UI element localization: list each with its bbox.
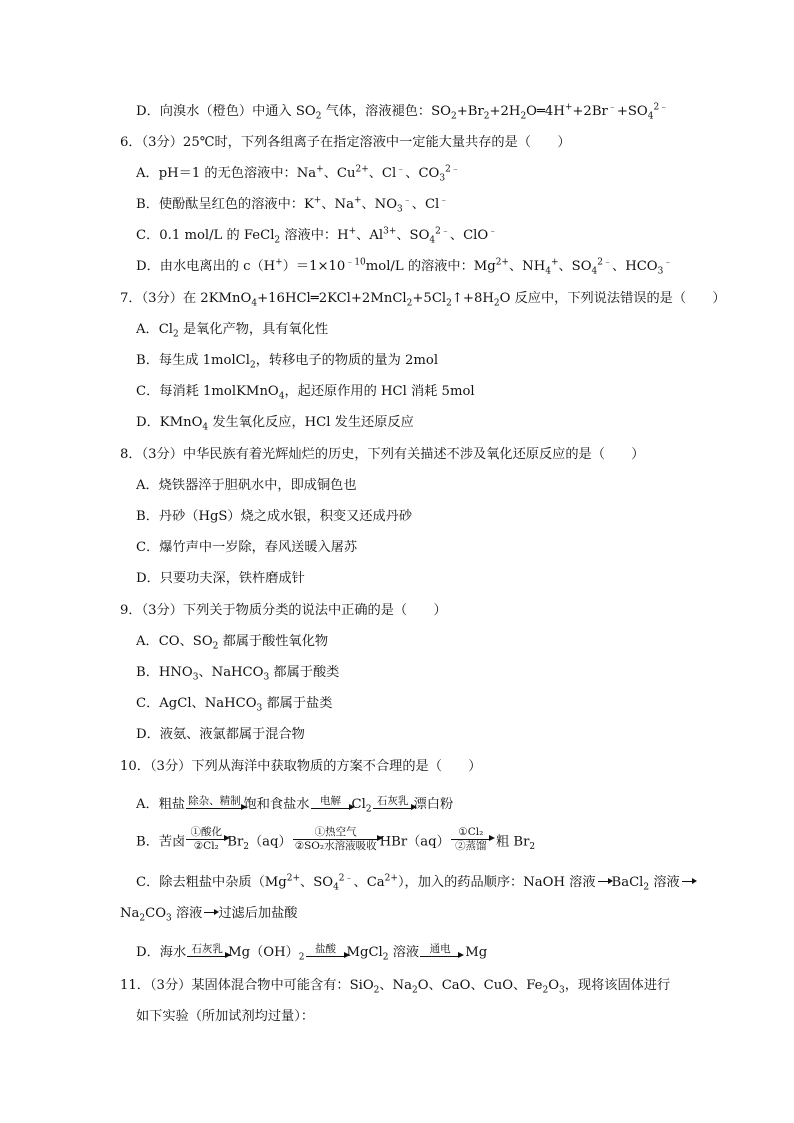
q6-option-c: C．0.1 mol/L 的 FeCl$_2$ 溶液中：H+、$Al^{3+}$、$SO_4^{2﹣}$、ClO﹣ xyxy=(136,226,498,246)
q8-option-d: D．只要功夫深，铁杵磨成针 xyxy=(136,571,305,586)
q6-option-a: A．pH＝1 的无色溶液中：Na+、$Cu^{2+}$、Cl﹣、$CO_3^{2﹣}$ xyxy=(136,164,460,184)
q11-stem: 11．（3分）某固体混合物中可能含有：SiO$_2$、$Na_2O$、CaO、CuO、$Fe_2O_3$，现将该固体进行 xyxy=(120,978,671,996)
reaction-arrow: 通电 xyxy=(420,943,460,959)
reaction-arrow: 石灰乳 xyxy=(187,943,227,959)
q9-stem: 9．（3分）下列关于物质分类的说法中正确的是（ ） xyxy=(120,603,447,618)
q7-option-d: D．KMnO$_4$ 发生氧化反应，HCl 发生还原反应 xyxy=(136,415,414,433)
q6-stem: 6．（3分）25℃时，下列各组离子在指定溶液中一定能大量共存的是（ ） xyxy=(120,135,571,150)
reaction-arrow: ①Cl₂ ②蒸馏 xyxy=(451,826,491,858)
arrow-icon xyxy=(682,881,694,882)
q7-option-a: A．$Cl_2$ 是氧化产物，具有氧化性 xyxy=(136,322,329,340)
q10-option-a: A．粗盐 除杂、精制 饱和食盐水 电解 $Cl_2$ 石灰乳 漂白粉 xyxy=(136,795,454,815)
reaction-arrow: 石灰乳 xyxy=(373,795,413,811)
arrow-icon xyxy=(204,912,216,913)
q7-stem: 7．（3分）在 $2KMnO_4+16HCl═2KCl+2MnCl_2+5Cl_2↑+8H_2O$ 反应中，下列说法错误的是（ ） xyxy=(120,291,726,309)
reaction-arrow: ①热空气 ②SO₂水溶液吸收 xyxy=(294,826,377,852)
q9-option-d: D．液氨、液氯都属于混合物 xyxy=(136,727,305,742)
q7-option-b: B．每生成 1molCl$_2$，转移电子的物质的量为 2mol xyxy=(136,353,439,371)
q10-option-c-line1: C．除去粗盐中杂质（$Mg^{2+}$、$SO_4^{2﹣}$、$Ca^{2+}$），加入的药品顺序：NaOH 溶液 BaCl$_2$ 溶液 xyxy=(136,874,696,892)
q8-stem: 8．（3分）中华民族有着光辉灿烂的历史，下列有关描述不涉及氧化还原反应的是（ ） xyxy=(120,447,645,462)
reaction-arrow: 电解 xyxy=(311,795,351,811)
q7-option-c: C．每消耗 1molKMnO$_4$，起还原作用的 HCl 消耗 5mol xyxy=(136,384,475,402)
q9-option-b: B．$HNO_3$、NaHCO$_3$ 都属于酸类 xyxy=(136,665,340,683)
q10-option-c-line2: $Na_2CO_3$ 溶液 过滤后加盐酸 xyxy=(120,906,298,924)
q9-option-c: C．AgCl、NaHCO$_3$ 都属于盐类 xyxy=(136,696,333,714)
q5-option-d: D．向溴水（橙色）中通入 $SO_2$ 气体，溶液褪色：$SO_2+Br_2+2H_2O═4H^++2Br^﹣+SO_4^{2﹣}$ xyxy=(136,102,669,122)
q8-option-a: A．烧铁器淬于胆矾水中，即成铜色也 xyxy=(136,478,357,493)
arrow-icon xyxy=(598,881,610,882)
reaction-arrow: ①酸化 ②Cl₂ xyxy=(186,826,226,858)
q10-option-d: D．海水 石灰乳 $Mg(OH)_2$ 盐酸 MgCl$_2$ 溶液 通电 Mg xyxy=(136,943,488,963)
q9-option-a: A．CO、$SO_2$ 都属于酸性氧化物 xyxy=(136,634,329,652)
reaction-arrow: 除杂、精制 xyxy=(188,795,241,807)
q10-option-b: B．苦卤 ①酸化 ②Cl₂ $Br_2(aq)$ ①热空气 ②SO₂水溶液吸收 HBr（aq） ①Cl₂ ②蒸馏 粗 $Br_2$ xyxy=(136,826,535,858)
q8-option-c: C．爆竹声中一岁除，春风送暖入屠苏 xyxy=(136,540,358,555)
q11-stem-line2: 如下实验（所加试剂均过量）： xyxy=(136,1009,315,1024)
q6-option-b: B．使酚酞呈红色的溶液中：K+、Na+、$NO_3^﹣$、Cl﹣ xyxy=(136,195,449,215)
q10-stem: 10．（3分）下列从海洋中获取物质的方案不合理的是（ ） xyxy=(120,759,482,774)
q8-option-b: B．丹砂（HgS）烧之成水银，积变又还成丹砂 xyxy=(136,509,413,524)
reaction-arrow: 盐酸 xyxy=(306,943,346,959)
q6-option-d: D．由水电离出的 $c(H^+)=1\times 10^{﹣10}mol/L$ 的溶液中：$Mg^{2+}$、$NH_4^+$、$SO_4^{2﹣}$、$HCO_3^﹣$ xyxy=(136,257,673,277)
